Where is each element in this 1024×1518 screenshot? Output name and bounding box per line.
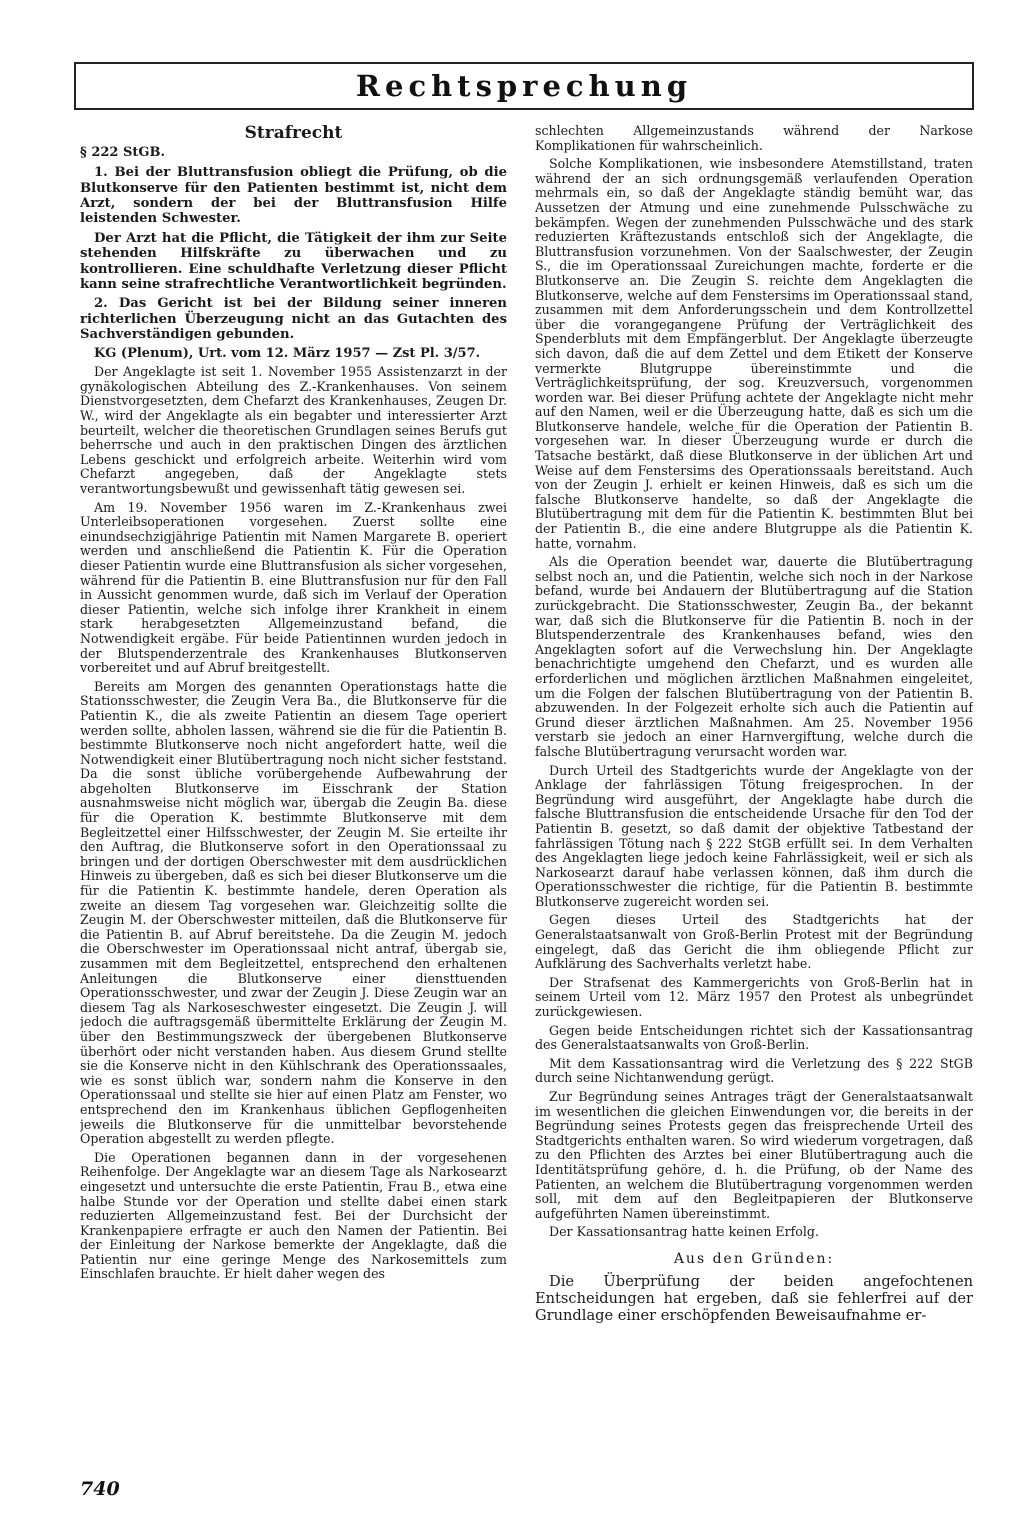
paragraph: Gegen beide Entscheidungen richtet sich der Kassationsantrag des Generalstaatsanwalts von Groß-Berlin. — [535, 1022, 973, 1053]
paragraph: Am 19. November 1956 waren im Z.-Krankenhaus zwei Unterleibsoperationen vorgesehen. Zuerst sollte eine einundsechzigjährige Patientin mit Namen Margarete B. operiert werden und anschließend die Patientin K. Für die Operation dieser Patientin wurde eine Bluttransfusion als sicher vorgesehen, während für die Patientin B. eine Bluttransfusion nur für den Fall in Aussicht genommen wurde, daß sich im Verlauf der Operation dieser Patientin, welche sich infolge ihrer Krankheit in einem stark herabgesetzten Allgemeinzustand befand, die Notwendigkeit ergäbe. Für beide Patientinnen wurden jedoch in der Blutspenderzentrale des Krankenhauses Blutkonserven vorbereitet und auf Abruf breitgestellt. — [80, 499, 507, 676]
page-title: Rechtsprechung — [355, 69, 693, 103]
headnote-3: 2. Das Gericht ist bei der Bildung seiner inneren richterlichen Überzeugung nicht an das Gutachten des Sachverständigen gebunden. — [80, 296, 507, 343]
law-reference: § 222 StGB. — [80, 144, 165, 160]
paragraph: Solche Komplikationen, wie insbesondere Atemstillstand, traten während der an sich ordnungsgemäß verlaufenden Operation mehrmals ein, so daß der Angeklagte ständig bemüht war, das Aussetzen der Atmung und eine zunehmende Pulsschwäche zu bekämpfen. Wegen der zunehmenden Pulsschwäche und des stark reduzierten Kräftezustands entschloß sich der Angeklagte, die Bluttransfusion vorzunehmen. Von der Saalschwester, der Zeugin S., die im Operationssaal Zureichungen machte, forderte er die Blutkonserve an. Die Zeugin S. reichte dem Angeklagten die Blutkonserve, welche auf dem Fenstersims im Operationssaal stand, zusammen mit dem Anforderungsschein und dem Kontrollzettel über die vorangegangene Prüfung der Verträglichkeit des Spenderbluts mit dem Empfängerblut. Der Angeklagte überzeugte sich davon, daß die auf dem Zettel und dem Etikett der Konserve vermerkte Blutgruppe übereinstimmte und die Verträglichkeitsprüfung, der sog. Kreuzversuch, vorgenommen worden war. Bei dieser Prüfung achtete der Angeklagte nicht mehr auf den Namen, weil er die Überzeugung hatte, daß es sich um die Blutkonserve handele, welche für die Operation der Patientin B. vorgesehen war. In dieser Überzeugung wurde er durch die Tatsache bestärkt, daß diese Blutkonserve in der üblichen Art und Weise auf dem Fenstersims des Operationssaals bereitstand. Auch von der Zeugin J. erhielt er keinen Hinweis, daß es sich um die falsche Blutkonserve handelte, so daß der Angeklagte die Blutübertragung mit dem für die Patientin K. bestimmten Blut bei der Patientin B., die eine andere Blutgruppe als die Patientin K. hatte, vornahm. — [535, 156, 973, 551]
paragraph: Mit dem Kassationsantrag wird die Verletzung des § 222 StGB durch seine Nichtanwendung gerügt. — [535, 1055, 973, 1086]
paragraph: Bereits am Morgen des genannten Operationstags hatte die Stationsschwester, die Zeugin Vera Ba., die Blutkonserve für die Patientin K., die als zweite Patientin an diesem Tage operiert werden sollte, abholen lassen, während sie die für die Patientin B. bestimmte Blutkonserve noch nicht angefordert hatte, weil die Notwendigkeit einer Blutübertragung noch nicht sicher feststand. Da die sonst übliche vorübergehende Aufbewahrung der abgeholten Blutkonserve im Eisschrank der Station ausnahmsweise nicht möglich war, übergab die Zeugin Ba. diese für die Operation K. bestimmte Blutkonserve mit dem Begleitzettel einer Hilfsschwester, der Zeugin M. Sie erteilte ihr den Auftrag, die Blutkonserve sofort in den Operationssaal zu bringen und der dortigen Oberschwester mit dem ausdrücklichen Hinweis zu übergeben, daß es sich bei dieser Blutkonserve um die für die Patientin K. bestimmte handele, deren Operation als zweite an diesem Tag vorgesehen war. Gleichzeitig sollte die Zeugin M. der Oberschwester mitteilen, daß die Blutkonserve für die Patientin B. auf Abruf bereitstehe. Da die Zeugin M. jedoch die Oberschwester im Operationssaal nicht antraf, übergab sie, zusammen mit dem Begleitzettel, entsprechend den erhaltenen Anleitungen die Blutkonserve einer diensttuenden Operationsschwester, und zwar der Zeugin J. Diese Zeugin war an diesem Tag als Narkoseschwester eingesetzt. Die Zeugin J. will jedoch die auftragsgemäß übermittelte Erklärung der Zeugin M. über den Bestimmungszweck der übergebenen Blutkonserve überhört oder nicht verstanden haben. Aus diesem Grund stellte sie die Konserve nicht in den Kühlschrank des Operationssaales, wie es sonst üblich war, sondern nahm die Konserve in den Operationssaal und stellte sie hier auf einen Platz am Fenster, wo entsprechend den im Krankenhaus üblichen Gepflogenheiten jeweils die Blutkonserve für die unmittelbar bevorstehende Operation abgestellt zu werden pflegte. — [80, 678, 507, 1147]
paragraph: Der Angeklagte ist seit 1. November 1955 Assistenzarzt in der gynäkologischen Abteilung des Z.-Krankenhauses. Von seinem Dienstvorgesetzten, dem Chefarzt des Krankenhauses, Zeugen Dr. W., wird der Angeklagte als ein begabter und interessierter Arzt beurteilt, welcher die theoretischen Grundlagen seines Berufs gut beherrsche und auch in den praktischen Dingen des ärztlichen Lebens geschickt und erfolgreich arbeite. Weiterhin wird vom Chefarzt angegeben, daß der Angeklagte stets verantwortungsbewußt und gewissenhaft tätig gewesen sei. — [80, 364, 507, 496]
left-column — [80, 124, 507, 1469]
paragraph: Der Kassationsantrag hatte keinen Erfolg. — [549, 1224, 819, 1240]
section-title: Strafrecht — [244, 124, 343, 143]
paragraph: Der Strafsenat des Kammergerichts von Groß-Berlin hat in seinem Urteil vom 12. März 1957 den Protest als unbegründet zurückgewiesen. — [535, 974, 973, 1020]
paragraph: Die Operationen begannen dann in der vorgesehenen Reihenfolge. Der Angeklagte war an diesem Tage als Narkosearzt eingesetzt und untersuchte die erste Patientin, Frau B., etwa eine halbe Stunde vor der Operation und stellte dabei einen stark reduzierten Allgemeinzustand fest. Bei der Durchsicht der Krankenpapiere erfragte er auch den Namen der Patientin. Bei der Einleitung der Narkose bemerkte der Angeklagte, daß die Patientin nur eine geringe Menge des Narkosemittels zum Einschlafen brauchte. Er hielt daher wegen des — [80, 1149, 507, 1282]
reasons-paragraph: Die Überprüfung der beiden angefochtenen Entscheidungen hat ergeben, daß sie fehlerfrei auf der Grundlage einer erschöpfenden Beweisaufnahme er- — [535, 1272, 973, 1324]
paragraph: schlechten Allgemeinzustands während der Narkose Komplikationen für wahrscheinlich. — [535, 124, 973, 153]
page-number: 740 — [80, 1478, 120, 1500]
right-column — [535, 124, 973, 1469]
case-citation: KG (Plenum), Urt. vom 12. März 1957 — Zst Pl. 3/57. — [94, 345, 481, 361]
paragraph: Zur Begründung seines Antrages trägt der Generalstaatsanwalt im wesentlichen die gleichen Einwendungen vor, die bereits in der Begründung seines Protests gegen das freisprechende Urteil des Stadtgerichts enthalten waren. So wird wiederum vorgetragen, daß zu den Pflichten des Arztes bei einer Blutübertragung auch die Identitätsprüfung gehöre, d. h. die Prüfung, ob der Name des Patienten, an welchem die Blutübertragung vorgenommen werden soll, mit dem auf den Begleitpapieren der Blutkonserve aufgeführten Namen übereinstimmt. — [535, 1089, 973, 1221]
reasons-heading: Aus den Gründen: — [673, 1250, 835, 1267]
headnote-1: 1. Bei der Bluttransfusion obliegt die Prüfung, ob die Blutkonserve für den Patienten bestimmt ist, nicht dem Arzt, sondern der bei der Bluttransfusion Hilfe leistenden Schwester. — [80, 165, 507, 227]
paragraph: Als die Operation beendet war, dauerte die Blutübertragung selbst noch an, und die Patientin, welche sich noch in der Narkose befand, wurde bei Andauern der Blutübertragung auf die Station zurückgebracht. Die Stationsschwester, Zeugin Ba., der bekannt war, daß sich die Blutkonserve für die Patientin B. noch in der Blutspenderzentrale des Krankenhauses befand, wies den Angeklagten sofort auf die Verwechslung hin. Der Angeklagte benachrichtigte umgehend den Chefarzt, und es wurden alle erforderlichen und möglichen ärztlichen Maßnahmen eingeleitet, um die Folgen der falschen Blutübertragung von der Patientin B. abzuwenden. In der Folgezeit erholte sich auch die Patientin auf Grund dieser ärztlichen Maßnahmen. Am 25. November 1956 verstarb sie jedoch an einer Harnvergiftung, welche durch die falsche Blutübertragung verursacht worden war. — [535, 554, 973, 759]
headnote-2: Der Arzt hat die Pflicht, die Tätigkeit der ihm zur Seite stehenden Hilfskräfte zu überwachen und zu kontrollieren. Eine schuldhafte Verletzung dieser Pflicht kann seine strafrechtliche Verantwortlichkeit begründen. — [80, 230, 507, 293]
paragraph: Durch Urteil des Stadtgerichts wurde der Angeklagte von der Anklage der fahrlässigen Tötung freigesprochen. In der Begründung wird ausgeführt, der Angeklagte habe durch die falsche Bluttransfusion die entscheidende Ursache für den Tod der Patientin B. gesetzt, so daß damit der objektive Tatbestand der fahrlässigen Tötung nach § 222 StGB erfüllt sei. In dem Verhalten des Angeklagten liege jedoch keine Fahrlässigkeit, weil er sich als Narkosearzt darauf habe verlassen können, daß ihm durch die Operationsschwester die richtige, für die Patientin B. bestimmte Blutkonserve zugereicht worden sei. — [535, 762, 973, 909]
paragraph: Gegen dieses Urteil des Stadtgerichts hat der Generalstaatsanwalt von Groß-Berlin Protest mit der Begründung eingelegt, daß das Gericht die ihm obliegende Pflicht zur Aufklärung des Sachverhalts verletzt habe. — [535, 912, 973, 972]
